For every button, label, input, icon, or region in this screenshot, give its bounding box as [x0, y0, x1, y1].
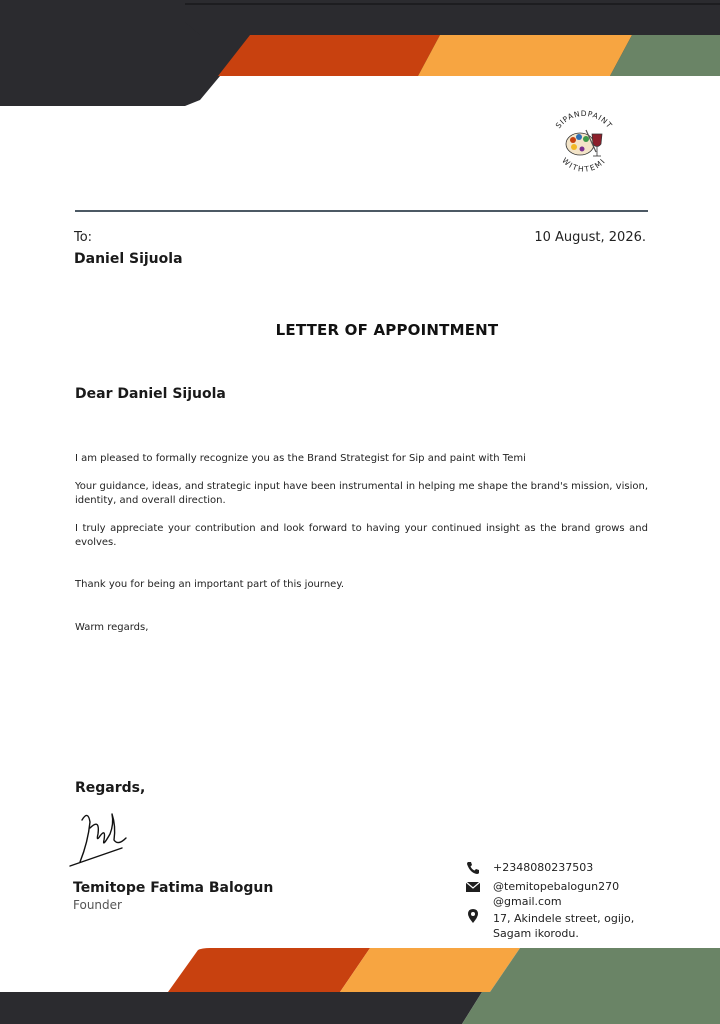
contact-email-line2: @gmail.com [493, 895, 562, 908]
contact-email [493, 879, 619, 909]
wine-glass-icon [592, 134, 602, 156]
svg-text:SIPANDPAINT: SIPANDPAINT [553, 108, 615, 131]
palette-icon [566, 133, 594, 155]
header-divider [75, 210, 648, 212]
envelope-icon [465, 879, 481, 895]
signature [66, 808, 132, 872]
salutation: Dear Daniel Sijuola [75, 386, 226, 402]
contact-address-line1: 17, Akindele street, ogijo, [493, 912, 635, 925]
contact-email-line1: @temitopebalogun270 [493, 880, 620, 893]
letter-title: LETTER OF APPOINTMENT [275, 321, 499, 339]
body-paragraph: I truly appreciate your contribution and look forward to having your continued insight as the brand grows and evolves. [75, 523, 648, 548]
contact-phone: +2348080237503 [493, 861, 594, 874]
svg-text:WITHTEMI: WITHTEMI [560, 155, 608, 174]
to-label: To: [74, 230, 93, 245]
body-paragraph: Thank you for being an important part of this journey. [75, 579, 344, 590]
signer-name: Temitope Fatima Balogun [73, 880, 274, 896]
contact-address [493, 911, 634, 941]
recipient-name: Daniel Sijuola [74, 251, 183, 267]
footer-decoration [0, 946, 720, 1024]
body-paragraph: Warm regards, [75, 622, 149, 633]
phone-icon [465, 860, 481, 876]
body-paragraph: Your guidance, ideas, and strategic input have been instrumental in helping me shape the brand's mission, vision, identity, and overall direction. [75, 481, 648, 506]
header-decoration [0, 0, 720, 110]
location-pin-icon [465, 908, 481, 924]
signer-role: Founder [73, 898, 122, 912]
body-paragraph: I am pleased to formally recognize you as the Brand Strategist for Sip and paint with Temi [75, 453, 526, 464]
contact-address-line2: Sagam ikorodu. [493, 927, 579, 940]
brand-logo [540, 100, 628, 188]
closing: Regards, [75, 780, 146, 796]
letter-date: 10 August, 2026. [534, 230, 646, 245]
